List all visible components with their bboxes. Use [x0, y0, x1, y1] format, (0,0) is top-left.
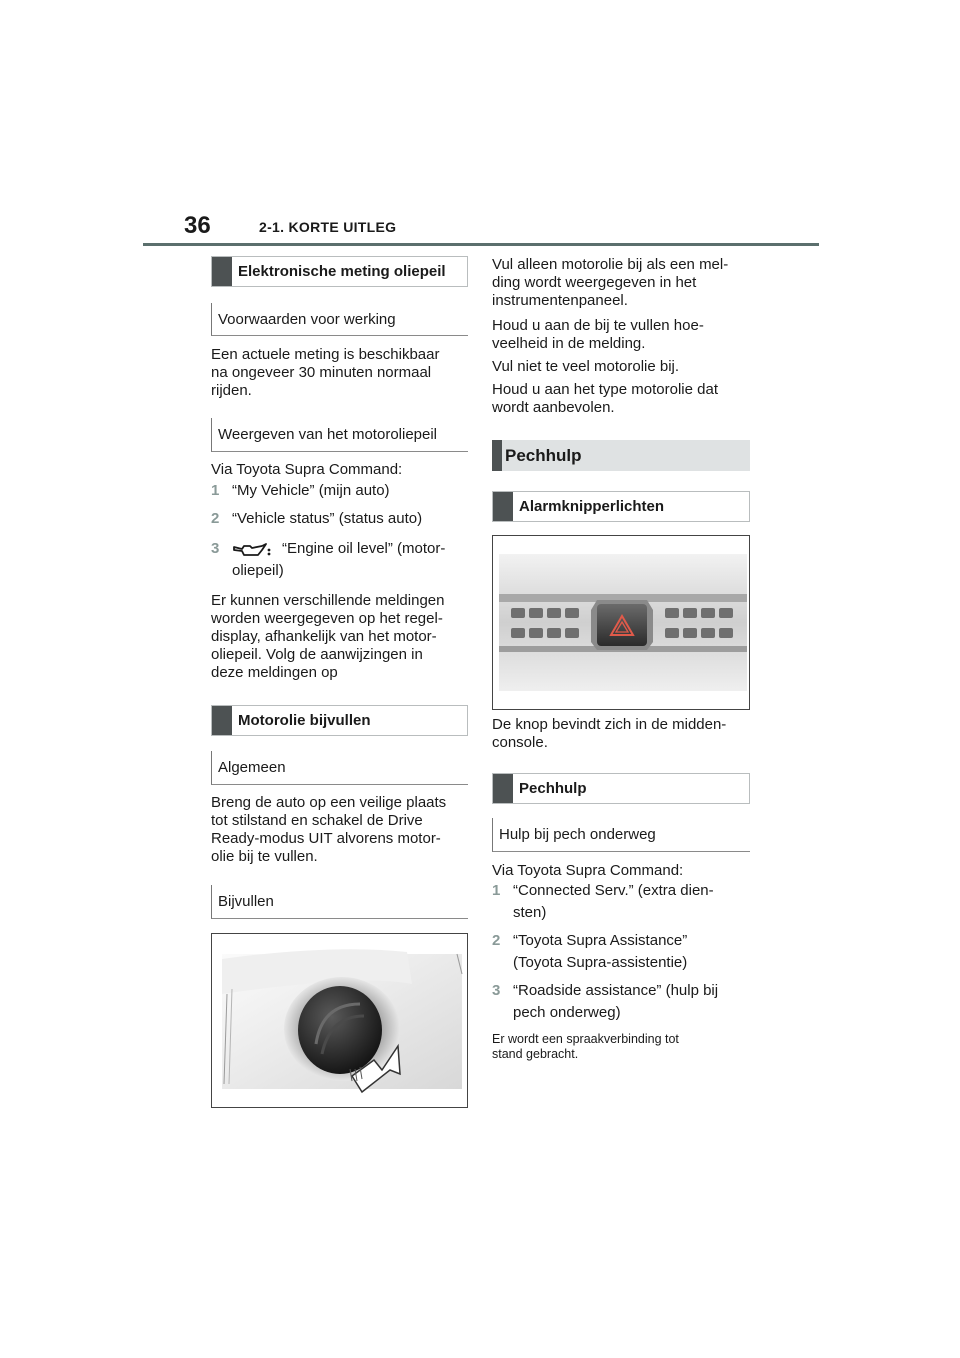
step-item: 3 “Roadside assistance” (hulp bij pech onderweg): [492, 982, 719, 1021]
figure-hazard-button: [492, 535, 750, 710]
heading-roadside-help: Pechhulp: [492, 773, 750, 804]
step-item: 1 “Connected Serv.” (extra dien- sten): [492, 882, 714, 921]
step-item: 2 “Toyota Supra Assistance” (Toyota Supra-assistentie): [492, 932, 688, 971]
paragraph-messages: Er kunnen verschillende meldingen worden weergegeven op het regel- display, afhankelijk van het motor- oliepeil. Volg de aanwijzingen in deze meldingen op: [211, 592, 445, 681]
subheading-general: Algemeen: [211, 751, 468, 785]
paragraph-oil-type: Houd u aan het type motorolie dat wordt aanbevolen.: [492, 381, 718, 416]
step-item: 1 “My Vehicle” (mijn auto): [211, 482, 390, 499]
figure-oil-filler-cap: [211, 933, 468, 1108]
subheading-display-oil-level: Weergeven van het motoroliepeil: [211, 418, 468, 452]
heading-hazard-lights: Alarmknipperlichten: [492, 491, 750, 522]
subheading-refill: Bijvullen: [211, 885, 468, 919]
paragraph-voice-connection: Er wordt een spraakverbinding tot stand gebracht.: [492, 1032, 679, 1061]
paragraph-measurement-available: Een actuele meting is beschikbaar na ongeveer 30 minuten normaal rijden.: [211, 346, 440, 399]
step-item: 2 “Vehicle status” (status auto): [211, 510, 423, 527]
chapter-title: 2-1. KORTE UITLEG: [259, 219, 397, 235]
step-item: 3 “Engine oil level” (motor- oliepeil): [211, 540, 446, 579]
subheading-conditions: Voorwaarden voor werking: [211, 303, 468, 336]
subheading-roadside-assistance: Hulp bij pech onderweg: [492, 818, 750, 852]
paragraph-via-command: Via Toyota Supra Command:: [211, 461, 403, 478]
paragraph-via-command-right: Via Toyota Supra Command:: [492, 862, 684, 879]
page-number: 36: [184, 212, 211, 239]
heading-oil-measurement: Elektronische meting oliepeil: [211, 256, 468, 287]
paragraph-keep-quantity: Houd u aan de bij te vullen hoe- veelheid in de melding.: [492, 317, 704, 352]
heading-refill-oil: Motorolie bijvullen: [211, 705, 468, 736]
header-divider: [143, 243, 819, 246]
paragraph-safe-stop: Breng de auto op een veilige plaats tot stilstand en schakel de Drive Ready-modus UIT alvorens motor- olie bij te vullen.: [211, 794, 447, 865]
paragraph-not-too-much: Vul niet te veel motorolie bij.: [492, 358, 680, 375]
section-roadside-help: Pechhulp: [492, 440, 750, 471]
paragraph-button-location: De knop bevindt zich in de midden- console.: [492, 716, 727, 751]
paragraph-refill-only: Vul alleen motorolie bij als een mel- ding wordt weergegeven in het instrumentenpaneel.: [492, 256, 729, 309]
